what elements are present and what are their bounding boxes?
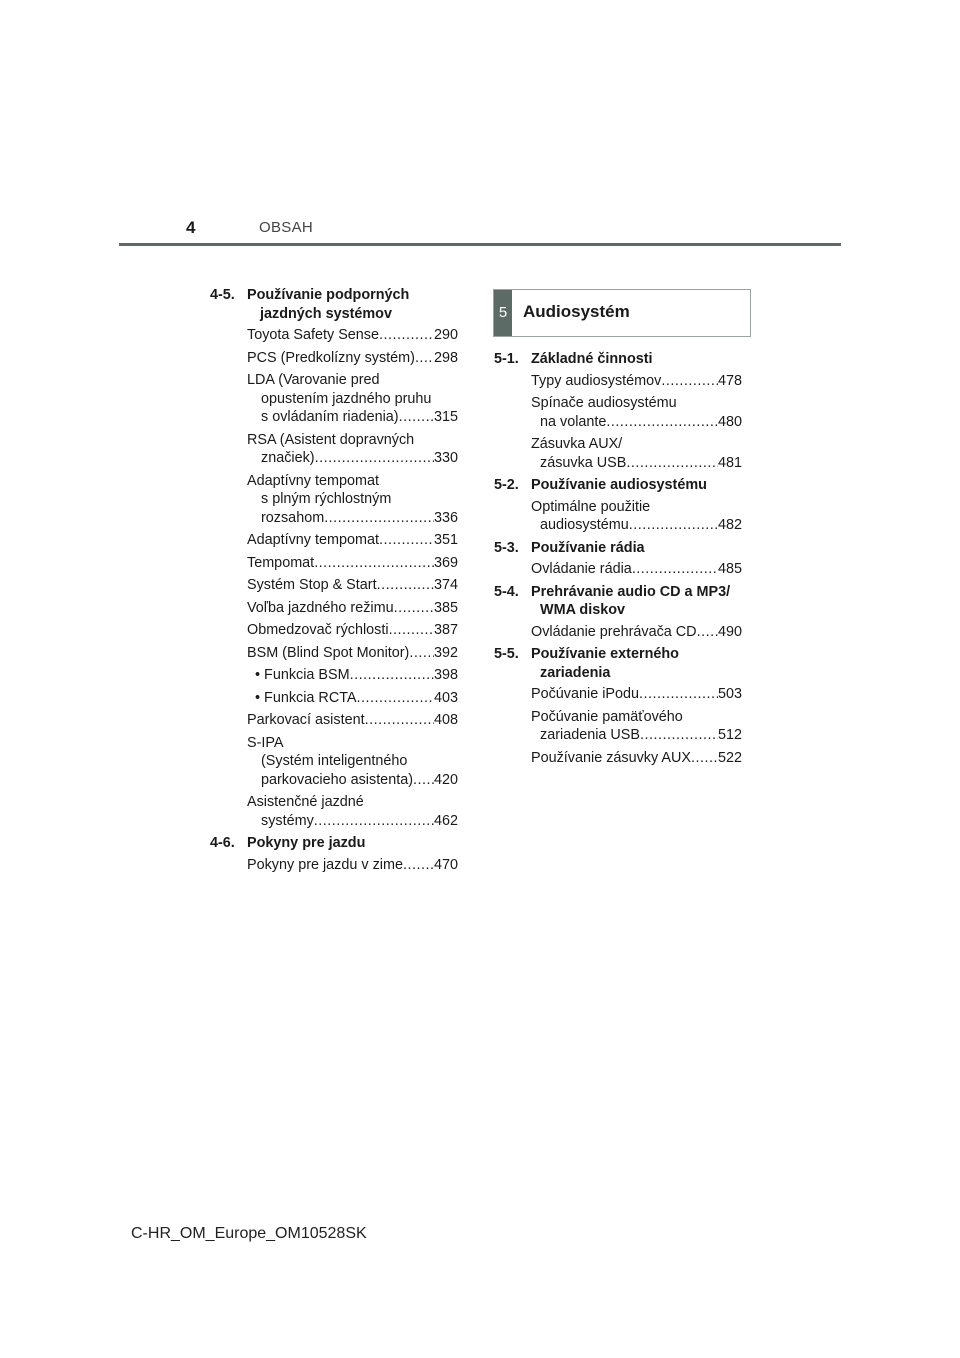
toc-entry[interactable] [531,560,742,579]
section-number: 5-5. [494,646,519,662]
entry-text: Systém Stop & Start [247,577,377,593]
dot-leader [377,576,434,595]
entry-text: Adaptívny tempomat [247,532,379,548]
entry-text: parkovacieho asistenta) [261,771,413,788]
dot-leader [389,621,434,640]
section-number: 4-5. [210,287,235,303]
entry-text: WMA diskov [540,602,626,618]
footer-document-code: C-HR_OM_Europe_OM10528SK [131,1225,367,1242]
toc-entry[interactable] [247,599,458,618]
toc-entry[interactable] [247,371,458,427]
dot-leader [315,449,434,468]
page-ref: 470 [433,856,458,873]
entry-text: systémy [261,812,314,829]
page-ref: 392 [433,644,458,661]
page-ref: 490 [717,623,742,640]
dot-leader [379,531,434,550]
dot-leader [661,372,718,391]
page-ref: 398 [433,667,458,683]
toc-subentry[interactable] [255,666,458,685]
toc-entry[interactable] [531,498,742,535]
page-number: 4 [186,218,196,237]
page-ref: 330 [433,450,458,466]
toc-entry[interactable] [531,372,742,391]
dot-leader [409,644,434,663]
dot-leader [365,711,434,730]
section-number: 5-2. [494,477,519,493]
toc-section-5-4[interactable] [494,583,742,620]
toc-entry[interactable] [247,531,458,550]
page-ref: 408 [433,712,458,728]
toc-entry[interactable] [247,576,458,595]
toc-entry[interactable] [247,644,458,663]
section-number: 5-1. [494,351,519,367]
toc-entry[interactable] [247,711,458,730]
entry-text: LDA (Varovanie pred [247,372,380,388]
entry-text: Pokyny pre jazdu v zime [247,856,403,873]
toc-entry[interactable] [247,621,458,640]
entry-text: Počúvanie pamäťového [531,708,683,725]
page-ref: 522 [717,749,742,766]
toc-entry[interactable] [247,554,458,573]
toc-entry[interactable] [247,856,458,875]
entry-text: zásuvka USB [540,454,627,471]
header-rule [119,243,841,246]
dot-leader [350,666,434,685]
page-ref: 374 [433,577,458,593]
toc-entry[interactable] [247,326,458,345]
toc-right-column [494,350,742,771]
entry-text: Používanie podporných [247,287,410,303]
toc-section-5-1[interactable] [494,350,742,369]
page-ref: 290 [433,327,458,343]
page-ref: 298 [433,349,458,366]
page-ref: 403 [433,689,458,706]
toc-entry[interactable] [247,793,458,830]
entry-text: Voľba jazdného režimu [247,599,394,616]
dot-leader [324,509,434,528]
chapter-number-tab: 5 [494,290,512,336]
entry-text: Toyota Safety Sense [247,327,379,343]
toc-entry[interactable] [531,435,742,472]
toc-section-5-2[interactable] [494,476,742,495]
entry-text: • Funkcia BSM [255,667,350,683]
entry-text: Pokyny pre jazdu [247,835,366,851]
entry-text: S-IPA [247,734,284,751]
entry-text: Prehrávanie audio CD a MP3/ [531,583,731,600]
entry-text: Používanie rádia [531,539,645,556]
dot-leader [691,749,718,768]
entry-text: (Systém inteligentného [261,753,408,769]
dot-leader [403,856,434,875]
dot-leader [629,516,718,535]
dot-leader [639,685,718,704]
page-ref: 387 [433,622,458,638]
chapter-header-box[interactable] [493,289,751,337]
entry-text: Používanie audiosystému [531,477,707,493]
page-ref: 481 [717,454,742,471]
entry-text: rozsahom [261,509,325,526]
entry-text: • Funkcia RCTA [255,689,357,706]
toc-entry[interactable] [531,685,742,704]
page-ref: 485 [717,561,742,577]
dot-leader [640,726,718,745]
toc-section-4-5[interactable] [210,286,458,323]
entry-text: Ovládanie rádia [531,561,632,577]
toc-section-5-5[interactable] [494,645,742,682]
section-number: 5-3. [494,539,519,556]
toc-left-column [210,286,458,878]
toc-entry[interactable] [531,394,742,431]
entry-text: zariadenia USB [540,727,640,743]
header-title: OBSAH [259,219,314,236]
dot-leader [379,326,434,345]
entry-text: Spínače audiosystému [531,395,677,411]
toc-entry[interactable] [247,472,458,528]
dot-leader [626,454,718,473]
entry-text: BSM (Blind Spot Monitor) [247,644,410,661]
entry-text: PCS (Predkolízny systém) [247,349,415,366]
entry-text: audiosystému [540,517,629,533]
entry-text: Parkovací asistent [247,712,365,728]
page-ref: 385 [433,599,458,616]
entry-text: Zásuvka AUX/ [531,436,623,452]
toc-entry[interactable] [247,431,458,468]
page-ref: 480 [717,413,742,430]
page-ref: 503 [717,686,742,702]
toc-entry[interactable] [531,749,742,768]
dot-leader [415,349,434,368]
toc-section-5-3[interactable] [494,539,742,558]
entry-text: Používanie zásuvky AUX [531,749,691,766]
toc-subentry[interactable] [255,689,458,708]
entry-text: jazdných systémov [260,305,392,322]
page-ref: 336 [433,509,458,526]
entry-text: Používanie externého [531,646,679,662]
dot-leader [314,554,434,573]
page-ref: 315 [433,409,458,425]
entry-text: s plným rýchlostným [261,491,392,507]
toc-entry[interactable] [247,349,458,368]
dot-leader [357,689,434,708]
dot-leader [606,413,718,432]
toc-section-4-6[interactable] [210,834,458,853]
entry-text: Počúvanie iPodu [531,686,640,702]
toc-entry[interactable] [247,734,458,790]
entry-text: zariadenia [540,664,611,681]
page-ref: 369 [433,554,458,571]
entry-text: Asistenčné jazdné [247,794,364,810]
chapter-title: Audiosystém [523,302,630,321]
entry-text: Tempomat [247,554,315,571]
entry-text: Typy audiosystémov [531,372,662,389]
page-ref: 420 [433,771,458,788]
entry-text: opustením jazdného pruhu [261,390,432,407]
dot-leader [394,599,434,618]
entry-text: Ovládanie prehrávača CD [531,623,697,640]
dot-leader [399,408,434,427]
page-ref: 482 [717,517,742,533]
entry-text: RSA (Asistent dopravných [247,431,415,448]
page-ref: 351 [433,532,458,548]
dot-leader [632,560,718,579]
dot-leader [413,771,434,790]
section-number: 5-4. [494,583,519,600]
page-ref: 478 [717,372,742,389]
entry-text: značiek) [261,450,315,466]
toc-entry[interactable] [531,623,742,642]
entry-text: na volante [540,413,607,430]
entry-text: Základné činnosti [531,351,653,367]
page-ref: 462 [433,812,458,829]
entry-text: Obmedzovač rýchlosti [247,622,389,638]
entry-text: s ovládaním riadenia) [261,409,399,425]
page-ref: 512 [717,727,742,743]
section-number: 4-6. [210,835,235,851]
dot-leader [697,623,718,642]
toc-entry[interactable] [531,708,742,745]
entry-text: Adaptívny tempomat [247,472,379,489]
entry-text: Optimálne použitie [531,498,651,515]
dot-leader [314,812,434,831]
